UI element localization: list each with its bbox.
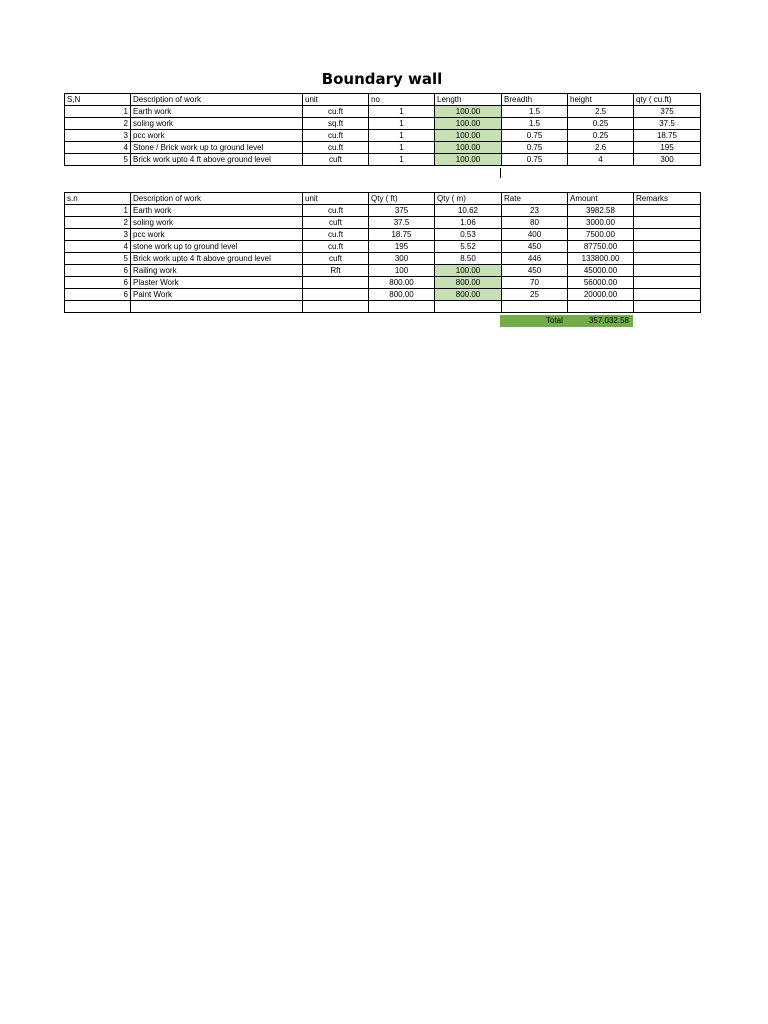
table-cell: 37.5: [369, 217, 435, 229]
table-cell: 100.00: [435, 142, 502, 154]
header-cell: Length: [435, 94, 502, 106]
header-cell: Remarks: [634, 193, 701, 205]
table-cell: 80: [502, 217, 568, 229]
table-cell: [568, 301, 634, 313]
table-cell: cu.ft: [303, 229, 369, 241]
table-cell: 4: [65, 142, 131, 154]
table-cell: cu.ft: [303, 205, 369, 217]
table-cell: soling work: [131, 118, 303, 130]
table-cell: [634, 301, 701, 313]
table-cell: 1: [65, 205, 131, 217]
table-cell: [634, 289, 701, 301]
table-cell: 18.75: [634, 130, 701, 142]
header-cell: Breadth: [502, 94, 568, 106]
table-cell: 375: [369, 205, 435, 217]
table-cell: [303, 277, 369, 289]
table-cell: [502, 301, 568, 313]
table-cell: [634, 229, 701, 241]
table-cell: [634, 253, 701, 265]
table-cell: 100: [369, 265, 435, 277]
table-cell: 0.75: [502, 142, 568, 154]
table-row: [65, 154, 701, 166]
table-cell: cu.ft: [303, 142, 369, 154]
table-cell: 56000.00: [568, 277, 634, 289]
table-row: [65, 118, 701, 130]
table-cell: 5: [65, 253, 131, 265]
header-cell: s.n: [65, 193, 131, 205]
table-cell: 2: [65, 217, 131, 229]
table-cell: [369, 301, 435, 313]
header-cell: unit: [303, 193, 369, 205]
table-cell: 23: [502, 205, 568, 217]
table-cell: 1.5: [502, 118, 568, 130]
table-cell: 133800.00: [568, 253, 634, 265]
table-cell: 45000.00: [568, 265, 634, 277]
table-cell: 87750.00: [568, 241, 634, 253]
table-cell: sq.ft: [303, 118, 369, 130]
table-cell: 800.00: [369, 289, 435, 301]
table-cell: 450: [502, 265, 568, 277]
table-cell: 3000.00: [568, 217, 634, 229]
table-cell: Rft: [303, 265, 369, 277]
table-row: [65, 229, 701, 241]
table-cell: 6: [65, 277, 131, 289]
header-cell: qty ( cu.ft): [634, 94, 701, 106]
table-cell: 1.5: [502, 106, 568, 118]
table-cell: [303, 301, 369, 313]
table-cell: 3: [65, 229, 131, 241]
table-cell: cu.ft: [303, 241, 369, 253]
table-cell: 7500.00: [568, 229, 634, 241]
table-cell: 3982.58: [568, 205, 634, 217]
table-cell: 70: [502, 277, 568, 289]
header-cell: unit: [303, 94, 369, 106]
table-row: [65, 217, 701, 229]
table-cell: 2: [65, 118, 131, 130]
table-cell: 0.75: [502, 154, 568, 166]
table-cell: pcc work: [131, 229, 303, 241]
table-row: [65, 265, 701, 277]
table-cell: [634, 241, 701, 253]
table-cell: 100.00: [435, 118, 502, 130]
table-cell: [131, 301, 303, 313]
table-cell: 2.5: [568, 106, 634, 118]
table-row: [65, 241, 701, 253]
table-cell: 0.25: [568, 130, 634, 142]
table-cell: cuft: [303, 154, 369, 166]
table-cell: Brick work upto 4 ft above ground level: [131, 154, 303, 166]
table-cell: Brick work upto 4 ft above ground level: [131, 253, 303, 265]
table-cell: 1: [369, 106, 435, 118]
header-cell: height: [568, 94, 634, 106]
table-cell: 18.75: [369, 229, 435, 241]
table-cell: Railing work: [131, 265, 303, 277]
table-cell: 800.00: [435, 289, 502, 301]
table-cell: [634, 217, 701, 229]
estimate-table: [64, 192, 701, 313]
table-cell: 2.6: [568, 142, 634, 154]
table-cell: 37.5: [634, 118, 701, 130]
table-cell: Earth work: [131, 106, 303, 118]
table-cell: 1: [369, 142, 435, 154]
table-cell: Earth work: [131, 205, 303, 217]
table-cell: 0.75: [502, 130, 568, 142]
header-cell: Description of work: [131, 94, 303, 106]
table-cell: Plaster Work: [131, 277, 303, 289]
table-cell: [634, 205, 701, 217]
table-cell: 25: [502, 289, 568, 301]
table-row: [65, 289, 701, 301]
table-cell: cuft: [303, 253, 369, 265]
table-cell: 1: [369, 118, 435, 130]
header-row: [65, 193, 701, 205]
table-cell: cuft: [303, 217, 369, 229]
table-cell: 1.06: [435, 217, 502, 229]
table-cell: 100.00: [435, 130, 502, 142]
table-cell: 1: [369, 154, 435, 166]
table-cell: 446: [502, 253, 568, 265]
header-cell: Qty ( ft): [369, 193, 435, 205]
table-cell: [65, 301, 131, 313]
table-row: [65, 142, 701, 154]
page-title: Boundary wall: [321, 70, 443, 88]
table-cell: [634, 277, 701, 289]
table-row: [65, 277, 701, 289]
table-cell: [303, 289, 369, 301]
table-cell: 4: [568, 154, 634, 166]
table-cell: 0.25: [568, 118, 634, 130]
total-value: 357,032.58: [588, 316, 629, 325]
table-cell: 300: [634, 154, 701, 166]
table-cell: 8.50: [435, 253, 502, 265]
table-row: [65, 205, 701, 217]
table-cell: 800.00: [435, 277, 502, 289]
header-row: [65, 94, 701, 106]
table-cell: 1: [369, 130, 435, 142]
table-cell: 195: [634, 142, 701, 154]
header-cell: no: [369, 94, 435, 106]
table-cell: 800.00: [369, 277, 435, 289]
table-cell: [435, 301, 502, 313]
table-cell: cu.ft: [303, 106, 369, 118]
table-cell: 100.00: [435, 106, 502, 118]
table-cell: 6: [65, 289, 131, 301]
table-cell: pcc work: [131, 130, 303, 142]
table-cell: [634, 265, 701, 277]
table-cell: Stone / Brick work up to ground level: [131, 142, 303, 154]
table-cell: 5.52: [435, 241, 502, 253]
table-cell: 100.00: [435, 154, 502, 166]
table-cell: 450: [502, 241, 568, 253]
table-cell: 100.00: [435, 265, 502, 277]
table-cell: 20000.00: [568, 289, 634, 301]
table-cell: 4: [65, 241, 131, 253]
table-cell: soling work: [131, 217, 303, 229]
table-cell: 1: [65, 106, 131, 118]
table-cell: 300: [369, 253, 435, 265]
header-cell: S,N: [65, 94, 131, 106]
table-cell: 6: [65, 265, 131, 277]
dimensions-table: [64, 93, 701, 166]
table-cell: 0.53: [435, 229, 502, 241]
table-cell: 195: [369, 241, 435, 253]
total-cell: [500, 315, 633, 327]
table-cell: 3: [65, 130, 131, 142]
table-cell: 375: [634, 106, 701, 118]
table-cell: stone work up to ground level: [131, 241, 303, 253]
table-row: [65, 253, 701, 265]
table-cell: 10.62: [435, 205, 502, 217]
table-cell: Paint Work: [131, 289, 303, 301]
table-row: [65, 106, 701, 118]
header-cell: Description of work: [131, 193, 303, 205]
divider-line: [500, 168, 501, 178]
header-cell: Qty ( m): [435, 193, 502, 205]
total-label: Total: [546, 316, 563, 325]
table-cell: 5: [65, 154, 131, 166]
header-cell: Rate: [502, 193, 568, 205]
header-cell: Amount: [568, 193, 634, 205]
table-row: [65, 301, 701, 313]
table-cell: cu.ft: [303, 130, 369, 142]
table-cell: 400: [502, 229, 568, 241]
table-row: [65, 130, 701, 142]
